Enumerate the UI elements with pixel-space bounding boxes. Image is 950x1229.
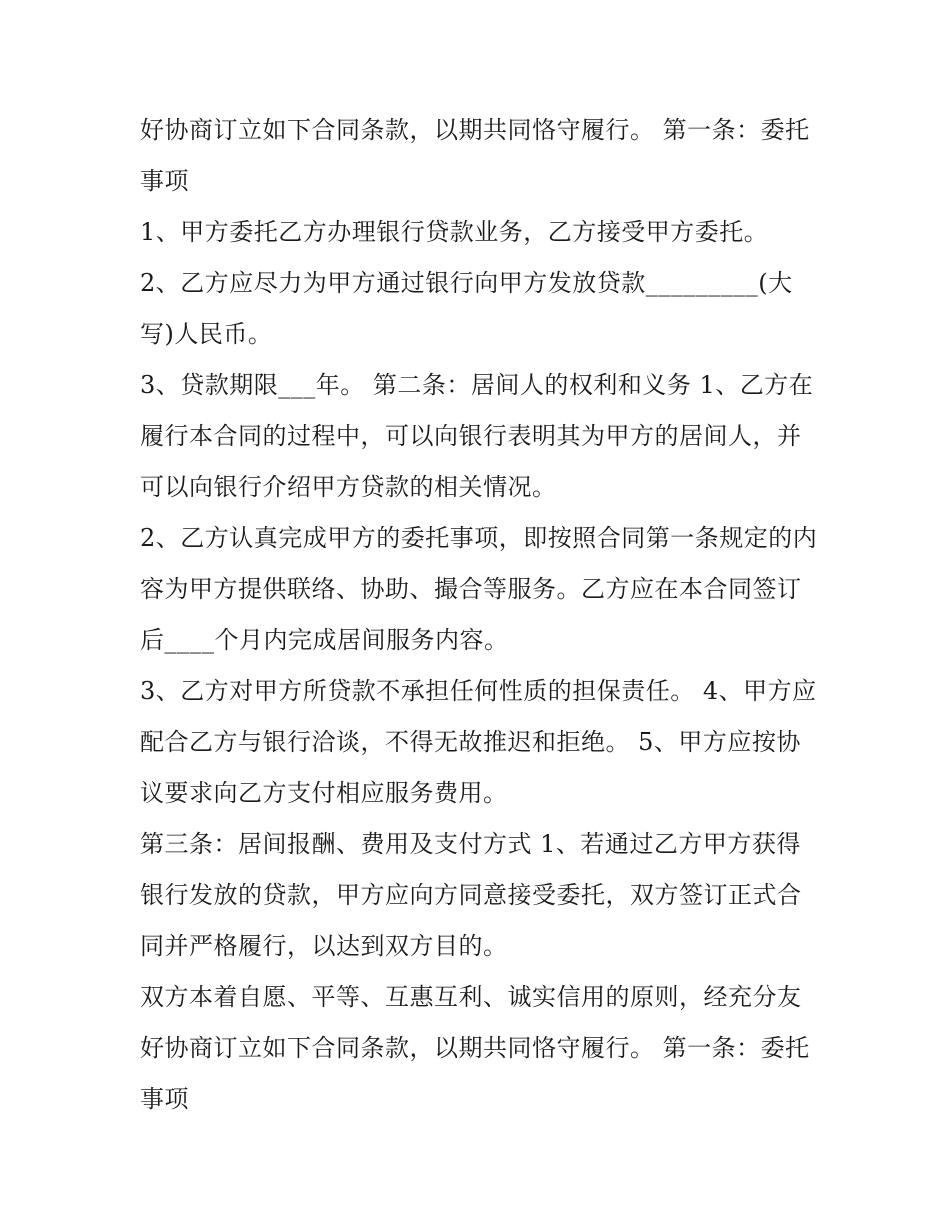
paragraph-6: 3、乙方对甲方所贷款不承担任何性质的担保责任。 4、甲方应配合乙方与银行洽谈，不得无故推迟和拒绝。 5、甲方应按协议要求向乙方支付相应服务费用。 xyxy=(140,677,817,807)
paragraph-3: 2、乙方应尽力为甲方通过银行向甲方发放贷款_________(大写)人民币。 xyxy=(140,269,793,348)
paragraph-7: 第三条：居间报酬、费用及支付方式 1、若通过乙方甲方获得银行发放的贷款，甲方应向方同意接受委托，双方签订正式合同并严格履行，以达到双方目的。 xyxy=(140,830,802,960)
paragraph-2: 1、甲方委托乙方办理银行贷款业务，乙方接受甲方委托。 xyxy=(140,218,769,246)
paragraph-8: 双方本着自愿、平等、互惠互利、诚实信用的原则，经充分友好协商订立如下合同条款，以期共同恪守履行。 第一条：委托事项 xyxy=(140,983,810,1113)
paragraph-1: 好协商订立如下合同条款，以期共同恪守履行。 第一条：委托事项 xyxy=(140,116,810,195)
document-body xyxy=(140,105,820,1125)
paragraph-5: 2、乙方认真完成甲方的委托事项，即按照合同第一条规定的内容为甲方提供联络、协助、撮合等服务。乙方应在本合同签订后____个月内完成居间服务内容。 xyxy=(140,524,818,654)
paragraph-4: 3、贷款期限___年。 第二条：居间人的权利和义务 1、乙方在履行本合同的过程中，可以向银行表明其为甲方的居间人，并可以向银行介绍甲方贷款的相关情况。 xyxy=(140,371,814,501)
